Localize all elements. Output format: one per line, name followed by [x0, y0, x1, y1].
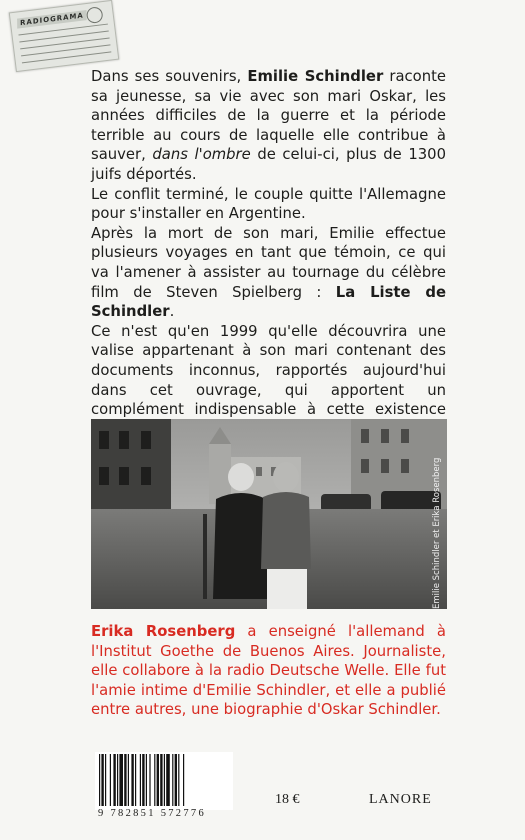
barcode-bar: [135, 754, 136, 806]
telegram-lines: [18, 24, 112, 70]
author-bio-text: a enseigné l'allemand à l'Institut Goethe de Buenos Aires. Journaliste, elle collabore à la radio Deutsche Welle. Elle fut l'amie intime d'Emilie Schindler, et elle a publié entre autres, une biographie d'Oskar Schindler.: [91, 623, 446, 719]
barcode-bar: [183, 754, 184, 806]
telegram-seal-icon: [86, 6, 104, 24]
book-blurb: [91, 67, 446, 459]
author-name: Erika Rosenberg: [91, 623, 236, 640]
barcode-bar: [160, 754, 162, 806]
barcode-bar: [105, 754, 106, 806]
blurb-paragraph-1: [91, 67, 446, 185]
barcode-bar: [119, 754, 123, 806]
barcode-bar: [154, 754, 155, 806]
barcode-bar: [166, 754, 170, 806]
barcode-bar: [128, 754, 129, 806]
barcode-bar: [164, 754, 165, 806]
blurb-paragraph-2: Le conflit terminé, le couple quitte l'Allemagne pour s'installer en Argentine.: [91, 185, 446, 223]
barcode-bar: [149, 754, 150, 806]
barcode-bar: [110, 754, 111, 806]
blurb-text: Dans ses souvenirs,: [91, 68, 248, 85]
barcode-bar: [142, 754, 144, 806]
barcode-bar: [178, 754, 179, 806]
isbn-barcode: [95, 752, 233, 810]
author-bio: [91, 622, 446, 720]
blurb-italic-text: dans l'ombre: [152, 146, 251, 164]
blurb-paragraph-4: Ce n'est qu'en 1999 qu'elle découvrira une valise appartenant à son mari contenant des documents inconnus, rapportés aujourd'hui dans cet ouvrage, qui apportent un complément indispensable à cette existence: [91, 322, 446, 419]
blurb-text: Après la mort de son mari, Emilie effectue plusieurs voyages en tant que témoin, ce qui va l'amener à assister au tournage du célèbre film de Steven Spielberg :: [91, 224, 446, 301]
barcode-bar: [124, 754, 126, 806]
barcode-bar: [140, 754, 141, 806]
barcode-bar: [172, 754, 173, 806]
isbn-number: 9 782851 572776: [98, 808, 206, 819]
price: 18 €: [275, 792, 300, 807]
emilie-schindler-name: Emilie Schindler: [247, 68, 384, 85]
film-title: La Liste de Schindler: [91, 283, 446, 321]
barcode-bar: [175, 754, 177, 806]
blurb-text: raconte sa jeunesse, sa vie avec son mari Oskar, les années difficiles de la guerre et la période terrible au cours de laquelle elle contribue à sauver,: [91, 68, 447, 164]
barcode-bar: [101, 754, 103, 806]
telegram-title: RADIOGRAMA: [17, 10, 87, 29]
photo-caption: Emilie Schindler et Erika Rosenberg: [432, 457, 442, 609]
author-photo: [91, 419, 447, 609]
telegram-stamp-image: [9, 0, 120, 72]
blurb-text: de celui-ci, plus de 1300 juifs déportés.: [91, 146, 446, 183]
barcode-bar: [113, 754, 115, 806]
blurb-paragraph-3: [91, 224, 446, 322]
barcode-bar: [117, 754, 118, 806]
publisher-name: LANORE: [369, 792, 432, 807]
street-scene-photo: [91, 419, 447, 609]
barcode-bar: [157, 754, 159, 806]
blurb-text: .: [169, 303, 175, 321]
barcode-bar: [146, 754, 147, 806]
barcode-bar: [99, 754, 100, 806]
barcode-bar: [131, 754, 133, 806]
